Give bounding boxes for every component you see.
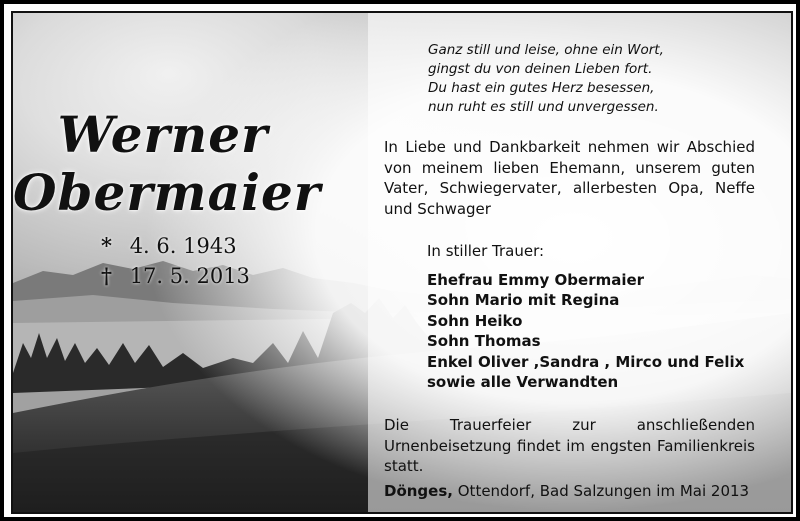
poem-line: nun ruht es still und unvergessen. (428, 99, 659, 115)
mourner-name: Ehefrau Emmy Obermaier (427, 270, 645, 289)
deceased-first-name: Werner (57, 105, 269, 164)
farewell-text: In Liebe und Dankbarkeit nehmen wir Abschied von meinem lieben Ehemann, unserem guten Vater, Schwiegervater, allerbesten Opa, Neffe und Schwager (384, 138, 755, 218)
poem (428, 41, 664, 117)
death-line (101, 261, 250, 291)
death-symbol: † (101, 263, 112, 288)
mourner-name: Sohn Mario mit Regina (427, 291, 620, 309)
deceased-last-name: Obermaier (13, 163, 322, 222)
mourning-heading: In stiller Trauer: (427, 242, 545, 260)
mourners-block (427, 241, 744, 393)
poem-line: Ganz still und leise, ohne ein Wort, (428, 42, 664, 58)
obituary-frame (11, 11, 793, 514)
death-date: 17. 5. 2013 (129, 264, 250, 288)
mourner-name: Enkel Oliver ,Sandra , Mirco und Felix (427, 352, 745, 371)
mourner-name: sowie alle Verwandten (427, 373, 619, 391)
place-bold: Dönges, (384, 482, 453, 500)
birth-date: 4. 6. 1943 (129, 234, 237, 258)
place-rest: Ottendorf, Bad Salzungen im Mai 2013 (452, 482, 750, 500)
funeral-note: Die Trauerfeier zur anschließenden Urnenbeisetzung findet im engsten Familienkreis statt. (384, 416, 755, 475)
birth-symbol: * (101, 233, 112, 258)
life-dates (101, 231, 250, 291)
birth-line (101, 231, 250, 261)
mourner-name: Sohn Thomas (427, 332, 541, 350)
poem-line: Du hast ein gutes Herz besessen, (428, 80, 655, 96)
poem-line: gingst du von deinen Lieben fort. (428, 61, 653, 77)
mourner-name: Sohn Heiko (427, 311, 523, 330)
place-and-date (384, 481, 749, 501)
